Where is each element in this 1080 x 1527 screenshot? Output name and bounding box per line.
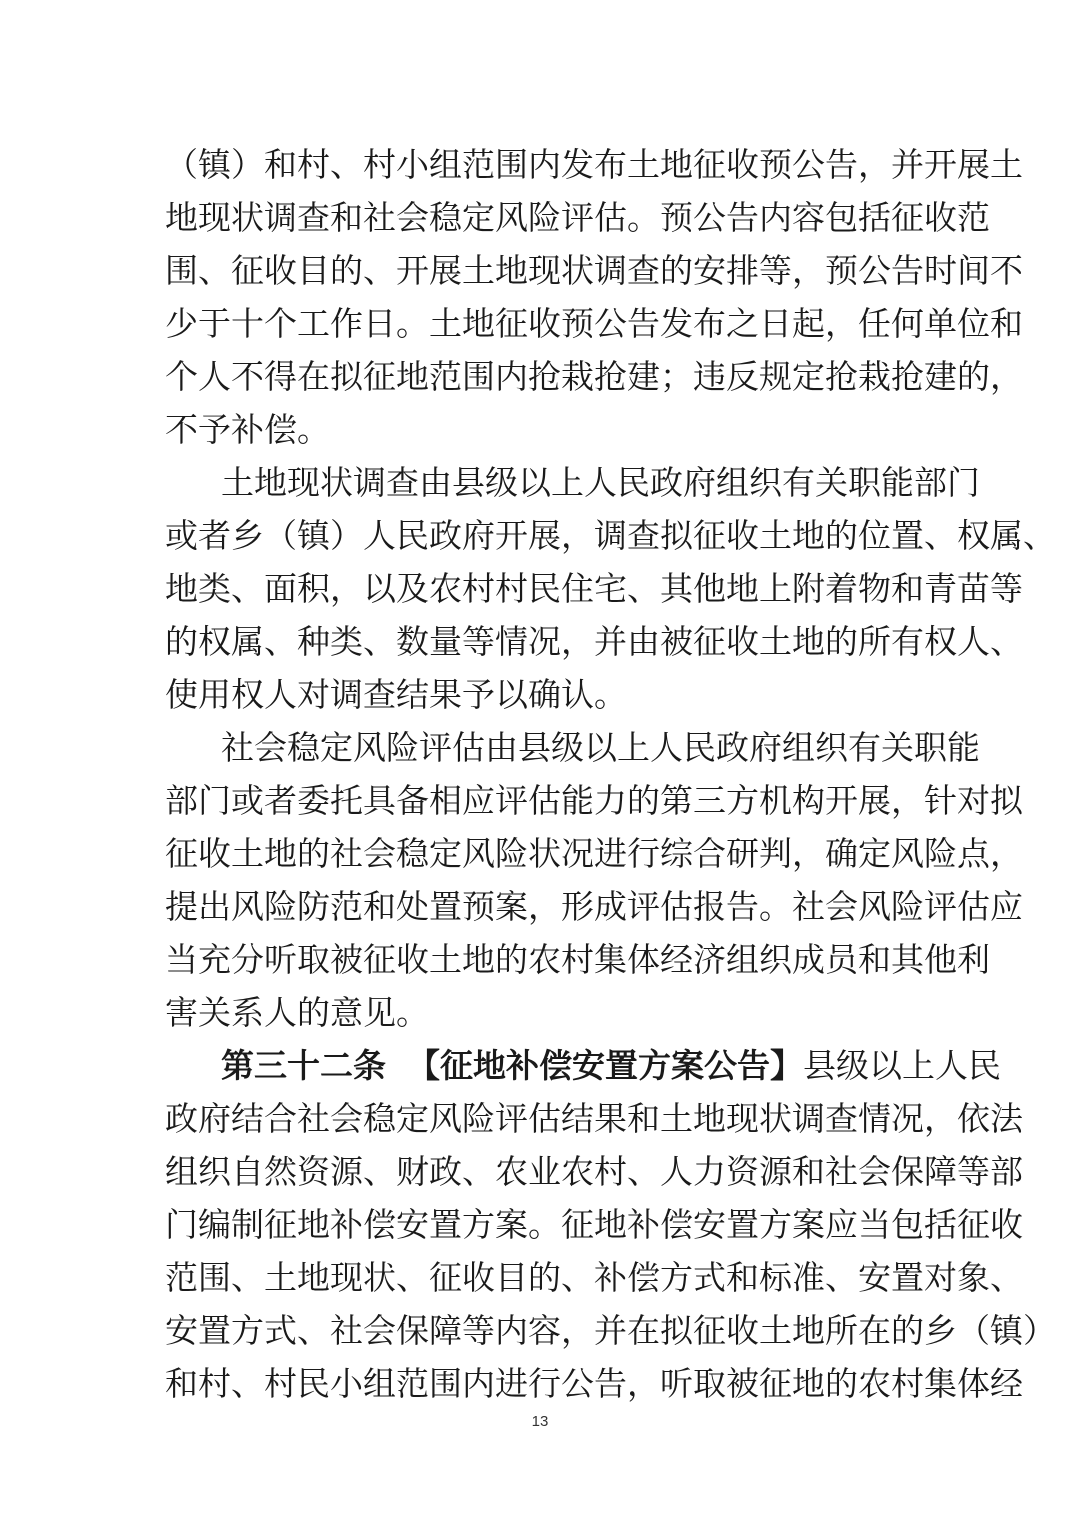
text-line: 的权属、种类、数量等情况，并由被征收土地的所有权人、 <box>165 622 1023 661</box>
text-line: 害关系人的意见。 <box>165 993 429 1032</box>
text-line: 提出风险防范和处置预案，形成评估报告。社会风险评估应 <box>165 887 1023 926</box>
text-line: 或者乡（镇）人民政府开展，调查拟征收土地的位置、权属、 <box>165 516 1056 555</box>
article-title: 【征地补偿安置方案公告】 <box>406 1046 803 1085</box>
article-number: 第三十二条 <box>221 1046 386 1085</box>
page-number: 13 <box>531 1413 549 1430</box>
text-line: 组织自然资源、财政、农业农村、人力资源和社会保障等部 <box>165 1152 1023 1191</box>
text-line: 征收土地的社会稳定风险状况进行综合研判，确定风险点， <box>165 834 1023 873</box>
paragraph-first-line: 社会稳定风险评估由县级以上人民政府组织有关职能 <box>221 728 980 767</box>
text-line: （镇）和村、村小组范围内发布土地征收预公告，并开展土 <box>165 145 1023 184</box>
text-line: 地类、面积，以及农村村民住宅、其他地上附着物和青苗等 <box>165 569 1023 608</box>
text-line: 少于十个工作日。土地征收预公告发布之日起，任何单位和 <box>165 304 1023 343</box>
article-first-line-rest: 县级以上人民 <box>802 1046 1001 1085</box>
article-heading-line <box>221 1046 1001 1086</box>
text-line: 当充分听取被征收土地的农村集体经济组织成员和其他利 <box>165 940 990 979</box>
text-line: 安置方式、社会保障等内容，并在拟征收土地所在的乡（镇） <box>165 1311 1056 1350</box>
text-line: 门编制征地补偿安置方案。征地补偿安置方案应当包括征收 <box>165 1205 1023 1244</box>
text-line: 使用权人对调查结果予以确认。 <box>165 675 627 714</box>
text-line: 地现状调查和社会稳定风险评估。预公告内容包括征收范 <box>165 198 990 237</box>
text-line: 围、征收目的、开展土地现状调查的安排等，预公告时间不 <box>165 251 1023 290</box>
text-line: 范围、土地现状、征收目的、补偿方式和标准、安置对象、 <box>165 1258 1023 1297</box>
text-line: 不予补偿。 <box>165 410 330 449</box>
paragraph-first-line: 土地现状调查由县级以上人民政府组织有关职能部门 <box>221 463 980 502</box>
text-line: 部门或者委托具备相应评估能力的第三方机构开展，针对拟 <box>165 781 1023 820</box>
text-line: 个人不得在拟征地范围内抢栽抢建；违反规定抢栽抢建的， <box>165 357 1023 396</box>
text-line: 政府结合社会稳定风险评估结果和土地现状调查情况，依法 <box>165 1099 1023 1138</box>
text-line: 和村、村民小组范围内进行公告，听取被征地的农村集体经 <box>165 1364 1023 1403</box>
